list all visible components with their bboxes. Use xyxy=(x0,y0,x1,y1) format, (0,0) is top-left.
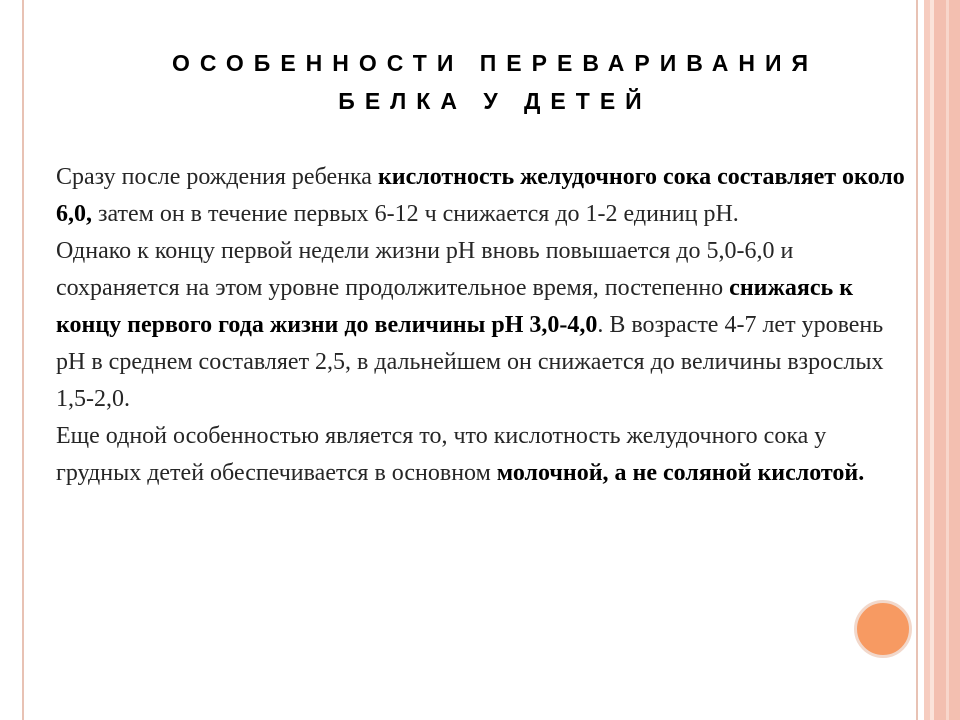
paragraph-2-text-b: . В возрасте 4-7 лет уровень pH в среднем составляет 2,5, в дальнейшем он снижается до величины взрослых 1,5-2,0. xyxy=(56,312,884,412)
orange-circle-icon xyxy=(854,600,912,658)
paragraph-3 xyxy=(56,418,916,492)
paragraph-1-bold: кислотность желудочного сока составляет около 6,0, xyxy=(56,164,905,227)
decor-stripe xyxy=(946,0,949,720)
paragraph-2 xyxy=(56,233,916,418)
paragraph-3-bold: молочной, а не соляной кислотой. xyxy=(496,460,865,486)
slide-title xyxy=(60,44,930,120)
paragraph-2-text-a: Однако к концу первой недели жизни pH вновь повышается до 5,0-6,0 и сохраняется на этом уровне продолжительное время, постепенно xyxy=(56,238,794,301)
slide-body xyxy=(56,159,916,492)
paragraph-2-bold: снижаясь к концу первого года жизни до величины pH 3,0-4,0 xyxy=(56,275,854,338)
slide-title-line-1: ОСОБЕННОСТИ ПЕРЕВАРИВАНИЯ xyxy=(171,50,819,76)
slide-title-line-2: БЕЛКА У ДЕТЕЙ xyxy=(338,88,652,114)
paragraph-3-text-a: Еще одной особенностью является то, что кислотность желудочного сока у грудных детей обеспечивается в основном xyxy=(56,423,827,486)
paragraph-1 xyxy=(56,159,916,233)
paragraph-1-text-a: Сразу после рождения ребенка xyxy=(56,164,378,190)
frame-line-left xyxy=(22,0,24,720)
paragraph-1-text-b: затем он в течение первых 6-12 ч снижается до 1-2 единиц pH. xyxy=(92,201,739,227)
